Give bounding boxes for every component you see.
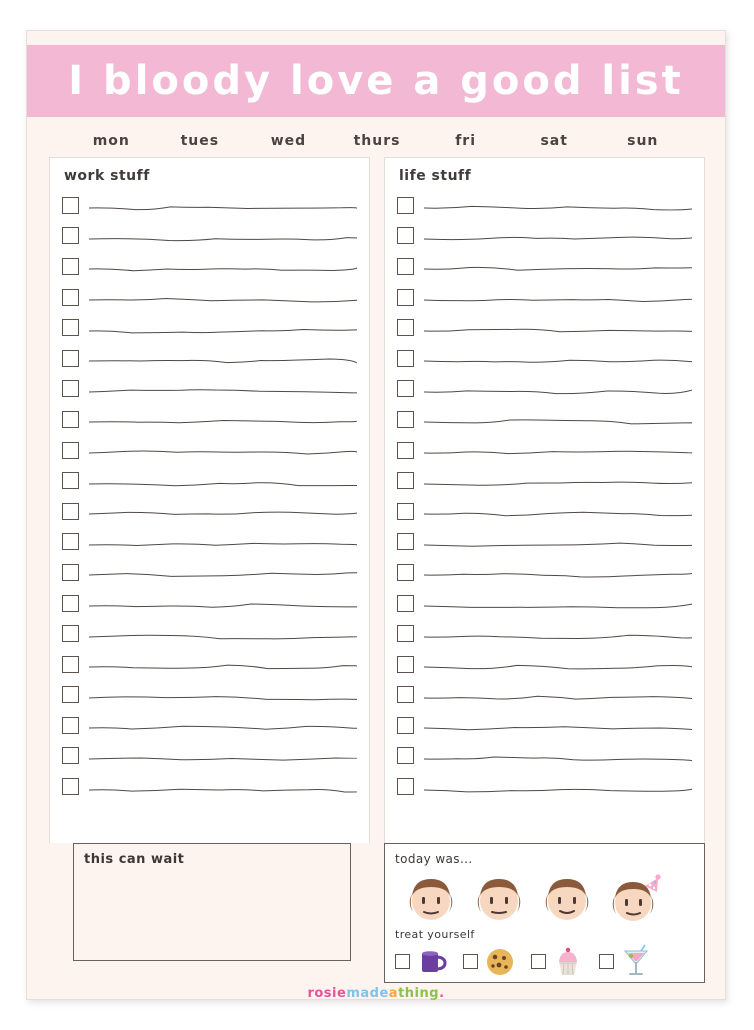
day-fri: fri bbox=[455, 133, 476, 149]
life-task-write-line[interactable] bbox=[424, 230, 692, 242]
task-row bbox=[397, 221, 692, 252]
life-task-write-line[interactable] bbox=[424, 597, 692, 609]
life-task-checkbox[interactable] bbox=[397, 656, 414, 673]
treat-list bbox=[395, 944, 694, 978]
task-row bbox=[62, 496, 357, 527]
task-row bbox=[62, 771, 357, 802]
life-task-write-line[interactable] bbox=[424, 628, 692, 640]
brand-part-3: a bbox=[388, 986, 399, 1001]
task-row bbox=[397, 710, 692, 741]
work-task-write-line[interactable] bbox=[89, 475, 357, 487]
life-task-write-line[interactable] bbox=[424, 536, 692, 548]
work-task-checkbox[interactable] bbox=[62, 442, 79, 459]
work-task-checkbox[interactable] bbox=[62, 227, 79, 244]
life-task-checkbox[interactable] bbox=[397, 380, 414, 397]
work-task-checkbox[interactable] bbox=[62, 717, 79, 734]
task-row bbox=[397, 343, 692, 374]
treat-item-cookie[interactable] bbox=[463, 944, 517, 978]
work-task-write-line[interactable] bbox=[89, 658, 357, 670]
face-neutral-icon-1[interactable] bbox=[401, 870, 461, 926]
life-task-write-line[interactable] bbox=[424, 658, 692, 670]
task-row bbox=[62, 557, 357, 588]
treat-item-cocktail[interactable] bbox=[599, 944, 653, 978]
cocktail-icon bbox=[619, 944, 653, 978]
life-task-write-line[interactable] bbox=[424, 444, 692, 456]
task-row bbox=[62, 282, 357, 313]
life-task-write-line[interactable] bbox=[424, 291, 692, 303]
task-list-work bbox=[62, 190, 357, 802]
work-task-write-line[interactable] bbox=[89, 352, 357, 364]
days-row bbox=[67, 127, 687, 155]
face-neutral-icon-2[interactable] bbox=[469, 870, 529, 926]
life-task-checkbox[interactable] bbox=[397, 411, 414, 428]
task-row bbox=[397, 404, 692, 435]
treat-checkbox-cookie[interactable] bbox=[463, 954, 478, 969]
treat-checkbox-cocktail[interactable] bbox=[599, 954, 614, 969]
life-task-write-line[interactable] bbox=[424, 689, 692, 701]
work-task-checkbox[interactable] bbox=[62, 595, 79, 612]
bottom-section bbox=[49, 843, 705, 983]
task-row bbox=[397, 527, 692, 558]
brand-footer bbox=[27, 986, 725, 1001]
work-task-write-line[interactable] bbox=[89, 444, 357, 456]
task-row bbox=[397, 649, 692, 680]
work-task-write-line[interactable] bbox=[89, 566, 357, 578]
task-row bbox=[397, 312, 692, 343]
work-task-checkbox[interactable] bbox=[62, 380, 79, 397]
mood-faces bbox=[395, 868, 694, 926]
life-task-checkbox[interactable] bbox=[397, 442, 414, 459]
work-task-checkbox[interactable] bbox=[62, 289, 79, 306]
brand-part-1: rosie bbox=[307, 986, 347, 1001]
work-task-checkbox[interactable] bbox=[62, 625, 79, 642]
work-task-checkbox[interactable] bbox=[62, 533, 79, 550]
day-mon: mon bbox=[92, 133, 130, 149]
day-sat: sat bbox=[540, 133, 568, 149]
mood-and-treat-box bbox=[384, 843, 705, 983]
task-row bbox=[62, 190, 357, 221]
life-task-write-line[interactable] bbox=[424, 566, 692, 578]
work-task-write-line[interactable] bbox=[89, 230, 357, 242]
life-task-checkbox[interactable] bbox=[397, 319, 414, 336]
mug-icon bbox=[415, 944, 449, 978]
task-row bbox=[397, 190, 692, 221]
task-row bbox=[397, 435, 692, 466]
face-party-icon[interactable] bbox=[605, 870, 665, 926]
brand-part-4: thing bbox=[398, 986, 440, 1001]
task-list-life bbox=[397, 190, 692, 802]
work-task-write-line[interactable] bbox=[89, 291, 357, 303]
work-task-write-line[interactable] bbox=[89, 199, 357, 211]
header-band bbox=[27, 45, 725, 117]
life-task-write-line[interactable] bbox=[424, 322, 692, 334]
task-row bbox=[62, 343, 357, 374]
work-task-write-line[interactable] bbox=[89, 597, 357, 609]
work-task-checkbox[interactable] bbox=[62, 411, 79, 428]
column-heading-life: life stuff bbox=[399, 168, 472, 184]
task-row bbox=[62, 680, 357, 711]
work-task-write-line[interactable] bbox=[89, 322, 357, 334]
work-task-write-line[interactable] bbox=[89, 750, 357, 762]
life-task-checkbox[interactable] bbox=[397, 227, 414, 244]
life-task-checkbox[interactable] bbox=[397, 625, 414, 642]
life-task-checkbox[interactable] bbox=[397, 686, 414, 703]
treat-item-cupcake[interactable] bbox=[531, 944, 585, 978]
treat-yourself-label: treat yourself bbox=[395, 928, 475, 941]
work-task-checkbox[interactable] bbox=[62, 686, 79, 703]
work-task-checkbox[interactable] bbox=[62, 319, 79, 336]
work-task-write-line[interactable] bbox=[89, 689, 357, 701]
life-task-checkbox[interactable] bbox=[397, 778, 414, 795]
day-wed: wed bbox=[270, 133, 307, 149]
work-task-checkbox[interactable] bbox=[62, 350, 79, 367]
work-task-write-line[interactable] bbox=[89, 536, 357, 548]
page-title: I bloody love a good list bbox=[68, 58, 684, 104]
task-row bbox=[62, 618, 357, 649]
day-tues: tues bbox=[180, 133, 220, 149]
life-task-write-line[interactable] bbox=[424, 352, 692, 364]
life-task-checkbox[interactable] bbox=[397, 503, 414, 520]
work-task-write-line[interactable] bbox=[89, 260, 357, 272]
task-row bbox=[62, 527, 357, 558]
life-task-write-line[interactable] bbox=[424, 260, 692, 272]
task-row bbox=[62, 710, 357, 741]
task-row bbox=[397, 618, 692, 649]
treat-checkbox-cupcake[interactable] bbox=[531, 954, 546, 969]
task-row bbox=[62, 649, 357, 680]
work-task-checkbox[interactable] bbox=[62, 258, 79, 275]
task-row bbox=[397, 680, 692, 711]
brand-part-5: . bbox=[439, 986, 445, 1001]
this-can-wait-field[interactable] bbox=[73, 843, 351, 961]
life-task-checkbox[interactable] bbox=[397, 472, 414, 489]
work-task-checkbox[interactable] bbox=[62, 747, 79, 764]
work-task-checkbox[interactable] bbox=[62, 472, 79, 489]
life-task-checkbox[interactable] bbox=[397, 197, 414, 214]
task-row bbox=[397, 374, 692, 405]
life-task-checkbox[interactable] bbox=[397, 289, 414, 306]
task-row bbox=[62, 221, 357, 252]
task-row bbox=[62, 374, 357, 405]
work-task-write-line[interactable] bbox=[89, 505, 357, 517]
today-was-label: today was... bbox=[395, 852, 473, 866]
work-task-write-line[interactable] bbox=[89, 628, 357, 640]
life-task-write-line[interactable] bbox=[424, 750, 692, 762]
notepad-sheet bbox=[26, 30, 726, 1000]
task-row bbox=[62, 312, 357, 343]
task-row bbox=[62, 435, 357, 466]
life-task-checkbox[interactable] bbox=[397, 717, 414, 734]
life-task-checkbox[interactable] bbox=[397, 533, 414, 550]
work-task-write-line[interactable] bbox=[89, 781, 357, 793]
life-task-write-line[interactable] bbox=[424, 719, 692, 731]
brand-part-2: made bbox=[346, 986, 389, 1001]
life-task-write-line[interactable] bbox=[424, 505, 692, 517]
work-task-write-line[interactable] bbox=[89, 719, 357, 731]
task-row bbox=[397, 282, 692, 313]
treat-checkbox-mug[interactable] bbox=[395, 954, 410, 969]
work-task-checkbox[interactable] bbox=[62, 564, 79, 581]
day-sun: sun bbox=[627, 133, 659, 149]
column-heading-work: work stuff bbox=[64, 168, 150, 184]
task-row bbox=[397, 771, 692, 802]
this-can-wait-label: this can wait bbox=[84, 852, 185, 867]
task-row bbox=[62, 741, 357, 772]
day-thurs: thurs bbox=[353, 133, 401, 149]
life-task-write-line[interactable] bbox=[424, 383, 692, 395]
life-task-checkbox[interactable] bbox=[397, 258, 414, 275]
task-row bbox=[62, 465, 357, 496]
work-task-checkbox[interactable] bbox=[62, 503, 79, 520]
work-task-write-line[interactable] bbox=[89, 383, 357, 395]
treat-item-mug[interactable] bbox=[395, 944, 449, 978]
life-task-checkbox[interactable] bbox=[397, 350, 414, 367]
task-row bbox=[62, 251, 357, 282]
task-row bbox=[62, 404, 357, 435]
task-row bbox=[397, 251, 692, 282]
task-row bbox=[62, 588, 357, 619]
task-row bbox=[397, 496, 692, 527]
life-task-write-line[interactable] bbox=[424, 199, 692, 211]
cupcake-icon bbox=[551, 944, 585, 978]
work-task-checkbox[interactable] bbox=[62, 197, 79, 214]
work-task-checkbox[interactable] bbox=[62, 778, 79, 795]
life-task-write-line[interactable] bbox=[424, 781, 692, 793]
life-task-write-line[interactable] bbox=[424, 413, 692, 425]
task-row bbox=[397, 588, 692, 619]
work-task-checkbox[interactable] bbox=[62, 656, 79, 673]
task-row bbox=[397, 465, 692, 496]
life-task-checkbox[interactable] bbox=[397, 747, 414, 764]
life-task-checkbox[interactable] bbox=[397, 564, 414, 581]
cookie-icon bbox=[483, 944, 517, 978]
this-can-wait-box bbox=[49, 843, 370, 983]
life-task-write-line[interactable] bbox=[424, 475, 692, 487]
face-neutral-icon-3[interactable] bbox=[537, 870, 597, 926]
work-task-write-line[interactable] bbox=[89, 413, 357, 425]
life-task-checkbox[interactable] bbox=[397, 595, 414, 612]
task-row bbox=[397, 741, 692, 772]
task-row bbox=[397, 557, 692, 588]
